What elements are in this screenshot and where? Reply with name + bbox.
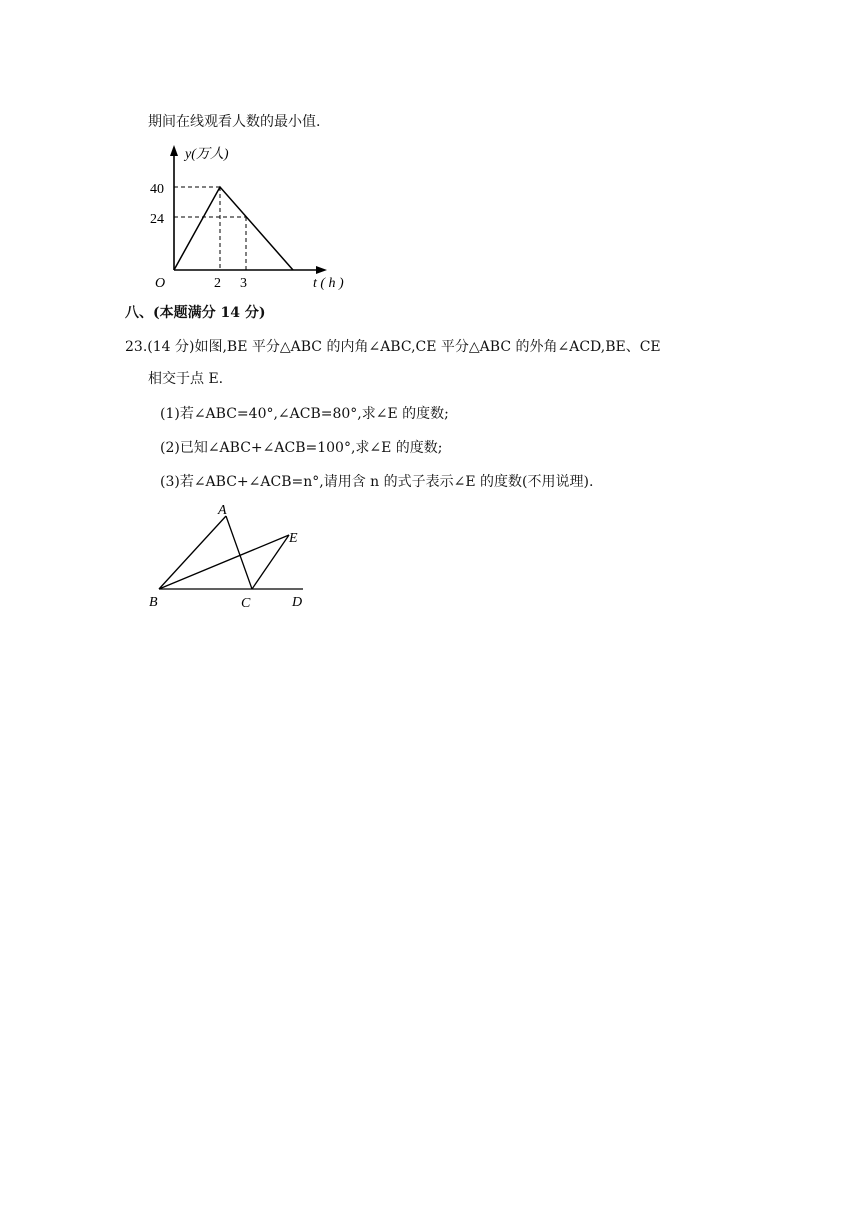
x-tick-2: 2 [214, 276, 221, 291]
question-2: (2)已知∠ABC+∠ACB=100°,求∠E 的度数; [160, 440, 443, 456]
question-3: (3)若∠ABC+∠ACB=n°,请用含 n 的式子表示∠E 的度数(不用说理). [160, 474, 594, 490]
y-tick-24: 24 [150, 212, 164, 227]
graph-line [174, 187, 293, 270]
triangle-figure [145, 500, 325, 610]
segment-BA [159, 516, 226, 589]
label-A: A [218, 503, 227, 518]
question-1: (1)若∠ABC=40°,∠ACB=80°,求∠E 的度数; [160, 406, 449, 422]
problem-header [125, 337, 661, 357]
segment-BE [159, 535, 289, 589]
problem-statement-2: 相交于点 E. [148, 371, 224, 387]
problem-points: (14 分) [147, 339, 195, 355]
intro-line: 期间在线观看人数的最小值. [148, 114, 321, 130]
y-axis-label: y(万人) [185, 147, 229, 162]
problem-statement-1: 如图,BE 平分△ABC 的内角∠ABC,CE 平分△ABC 的外角∠ACD,BE、CE [194, 339, 661, 355]
x-axis-label: t ( h ) [313, 276, 344, 291]
x-tick-3: 3 [240, 276, 247, 291]
y-axis-arrow-icon [170, 145, 178, 156]
label-D: D [292, 595, 303, 610]
problem-number: 23. [125, 339, 148, 355]
label-B: B [149, 595, 158, 610]
section-heading: 八、(本题满分 14 分) [125, 305, 266, 321]
y-tick-40: 40 [150, 182, 164, 197]
origin-label: O [155, 276, 166, 291]
x-axis-arrow-icon [316, 266, 327, 274]
label-C: C [241, 596, 251, 610]
piecewise-graph [150, 142, 350, 292]
label-E: E [289, 531, 298, 546]
